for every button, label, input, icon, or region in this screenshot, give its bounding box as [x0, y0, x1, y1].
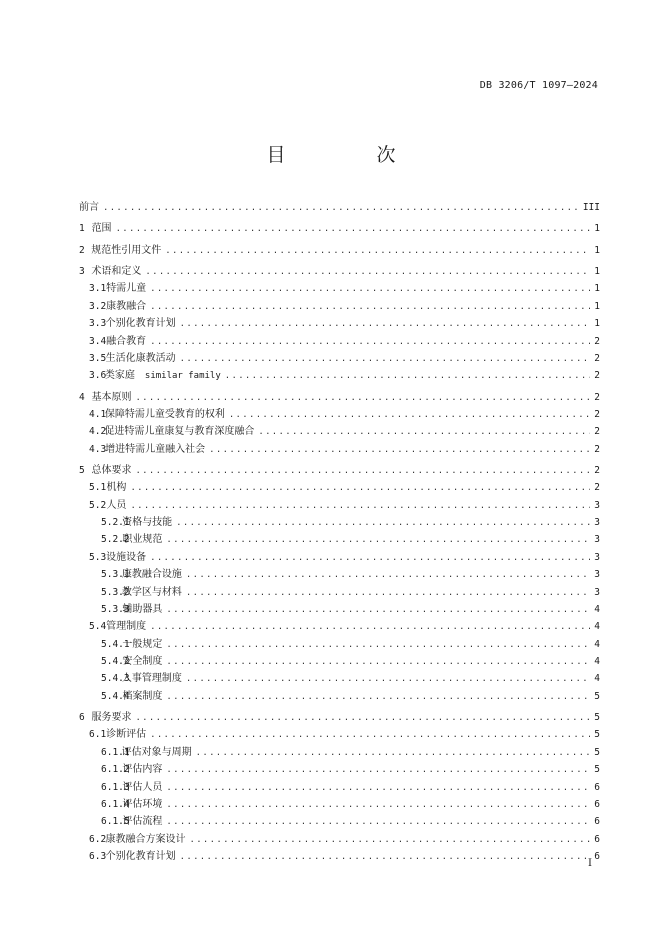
- dot-leader: [150, 727, 590, 743]
- toc-entry-number: 4.2: [89, 426, 107, 438]
- toc-entry[interactable]: [79, 263, 600, 280]
- toc-entry-number: 3.1: [89, 283, 107, 295]
- toc-entry-title: 个别化教育计划: [105, 318, 176, 330]
- dot-leader: [166, 689, 590, 705]
- toc-entry-title: 安全制度: [122, 655, 163, 667]
- toc-entry-title: 康教融合: [106, 300, 147, 312]
- toc-entry-number: 5.2.1: [101, 517, 130, 529]
- dot-leader: [166, 637, 590, 653]
- dot-leader: [166, 762, 590, 778]
- toc-entry-title: 范围: [91, 223, 112, 235]
- dot-leader: [135, 463, 590, 479]
- toc-entry[interactable]: [79, 298, 600, 315]
- toc-entry-page: 4: [594, 655, 600, 667]
- toc-entry[interactable]: [79, 601, 600, 618]
- toc-entry[interactable]: [79, 389, 600, 406]
- toc-entry-page: 5: [594, 729, 600, 741]
- toc-entry[interactable]: [79, 761, 600, 778]
- toc-entry-number: 6.2: [89, 833, 107, 845]
- dot-leader: [186, 567, 590, 583]
- dot-leader: [165, 243, 590, 259]
- toc-title: 目 次: [266, 144, 432, 166]
- toc-entry-number: 5.3.3: [101, 603, 130, 615]
- toc-entry-page: 4: [594, 673, 600, 685]
- toc-entry[interactable]: [79, 199, 600, 216]
- toc-entry-page: 6: [594, 850, 600, 862]
- dot-leader: [225, 368, 591, 384]
- dot-leader: [135, 710, 590, 726]
- toc-entry[interactable]: [79, 618, 600, 635]
- toc-entry-title: 档案制度: [122, 690, 163, 702]
- dot-leader: [196, 745, 591, 761]
- toc-entry-page: 1: [594, 283, 600, 295]
- toc-entry[interactable]: [79, 831, 600, 848]
- toc-entry-page: 1: [594, 266, 600, 278]
- toc-entry-title: 生活化康教活动: [105, 352, 176, 364]
- toc-entry-number: 6.1.5: [101, 816, 130, 828]
- toc-entry-title: 评估流程: [122, 816, 163, 828]
- toc-entry[interactable]: [79, 497, 600, 514]
- toc-entry-title: 设施设备: [106, 551, 147, 563]
- toc-entry-number: 6.1.4: [101, 798, 130, 810]
- toc-entry-page: 6: [594, 833, 600, 845]
- toc-entry-number: 3.4: [89, 335, 107, 347]
- toc-entry[interactable]: [79, 280, 600, 297]
- dot-leader: [150, 299, 590, 315]
- dot-leader: [180, 849, 591, 865]
- toc-entry-page: 2: [594, 391, 600, 403]
- toc-entry-page: III: [582, 202, 600, 213]
- toc-entry-number: 6.1.2: [101, 764, 130, 776]
- toc-entry-title: 术语和定义: [91, 266, 142, 278]
- table-of-contents: [79, 199, 600, 865]
- toc-entry-number: 5.4.2: [101, 655, 130, 667]
- toc-entry-page: 3: [594, 569, 600, 581]
- toc-entry[interactable]: [79, 350, 600, 367]
- toc-entry-number: 6.1.1: [101, 746, 130, 758]
- toc-entry[interactable]: [79, 315, 600, 332]
- toc-entry-page: 5: [594, 764, 600, 776]
- toc-entry[interactable]: [79, 479, 600, 496]
- toc-entry-number: 5.3: [89, 551, 107, 563]
- dot-leader: [258, 424, 590, 440]
- toc-entry-number: 5.1: [89, 482, 107, 494]
- toc-entry-number: 5.2.2: [101, 534, 130, 546]
- toc-entry-title: 评估人员: [122, 781, 163, 793]
- dot-leader: [116, 221, 591, 237]
- toc-entry[interactable]: [79, 848, 600, 865]
- dot-leader: [135, 390, 590, 406]
- toc-entry[interactable]: [79, 584, 600, 601]
- toc-entry-page: 1: [594, 223, 600, 235]
- toc-entry-page: 4: [594, 621, 600, 633]
- toc-entry-title: 人员: [106, 499, 127, 511]
- toc-entry-number: 3.2: [89, 300, 107, 312]
- toc-entry-title: 职业规范: [122, 534, 163, 546]
- toc-entry[interactable]: [79, 423, 600, 440]
- toc-entry-number: 3: [79, 266, 85, 278]
- toc-entry[interactable]: [79, 726, 600, 743]
- toc-entry-page: 5: [594, 712, 600, 724]
- toc-entry-number: 6.3: [89, 850, 107, 862]
- toc-entry-number: 5.3.2: [101, 586, 130, 598]
- toc-entry-page: 2: [594, 408, 600, 420]
- toc-entry[interactable]: [79, 779, 600, 796]
- toc-entry[interactable]: [79, 796, 600, 813]
- dot-leader: [186, 585, 590, 601]
- toc-entry-title: 教学区与材料: [121, 586, 182, 598]
- toc-entry-title: 增进特需儿童融入社会: [105, 443, 206, 455]
- dot-leader: [150, 619, 590, 635]
- dot-leader: [130, 498, 590, 514]
- toc-entry-number: 5.4.4: [101, 690, 130, 702]
- toc-entry[interactable]: [79, 653, 600, 670]
- dot-leader: [176, 515, 590, 531]
- toc-entry-page: 2: [594, 370, 600, 382]
- toc-entry-title: 促进特需儿童康复与教育深度融合: [104, 426, 255, 438]
- toc-entry[interactable]: [79, 441, 600, 458]
- toc-entry-number: 2: [79, 244, 85, 256]
- toc-entry-title: 评估内容: [122, 764, 163, 776]
- toc-entry[interactable]: [79, 242, 600, 259]
- toc-entry-page: 4: [594, 638, 600, 650]
- toc-entry-title: 机构: [106, 482, 127, 494]
- toc-entry[interactable]: [79, 670, 600, 687]
- toc-entry-page: 1: [594, 318, 600, 330]
- dot-leader: [180, 351, 591, 367]
- dot-leader: [166, 780, 590, 796]
- toc-entry-number: 1: [79, 223, 85, 235]
- dot-leader: [103, 200, 579, 216]
- toc-entry-title: 融合教育: [106, 335, 147, 347]
- toc-entry[interactable]: [79, 744, 600, 761]
- dot-leader: [166, 532, 590, 548]
- dot-leader: [229, 407, 590, 423]
- toc-entry[interactable]: [79, 636, 600, 653]
- toc-entry-title: 规范性引用文件: [91, 244, 162, 256]
- toc-entry-title: 一般规定: [122, 638, 163, 650]
- toc-entry-page: 2: [594, 443, 600, 455]
- toc-entry[interactable]: [79, 566, 600, 583]
- toc-entry-number: 3.3: [89, 318, 107, 330]
- dot-leader: [145, 264, 590, 280]
- toc-entry-page: 3: [594, 586, 600, 598]
- toc-entry[interactable]: [79, 549, 600, 566]
- document-id: DB 3206/T 1097—2024: [479, 80, 598, 91]
- toc-entry-page: 2: [594, 426, 600, 438]
- dot-leader: [150, 550, 590, 566]
- dot-leader: [166, 654, 590, 670]
- dot-leader: [150, 334, 590, 350]
- toc-entry-title: 保障特需儿童受教育的权利: [104, 408, 225, 420]
- toc-entry-number: 4.1: [89, 408, 107, 420]
- toc-entry-number: 6.1.3: [101, 781, 130, 793]
- toc-entry-title: 基本原则: [91, 391, 132, 403]
- toc-entry-title: 类家庭: [104, 370, 135, 382]
- toc-entry[interactable]: [79, 462, 600, 479]
- toc-entry-number: 3.5: [89, 352, 107, 364]
- toc-entry-page: 6: [594, 781, 600, 793]
- dot-leader: [150, 281, 590, 297]
- dot-leader: [166, 814, 590, 830]
- toc-entry-page: 2: [594, 352, 600, 364]
- toc-entry[interactable]: [79, 813, 600, 830]
- toc-entry-title: 总体要求: [91, 465, 132, 477]
- toc-entry-title: 评估对象与周期: [121, 746, 192, 758]
- dot-leader: [209, 442, 590, 458]
- toc-entry-number: 6.1: [89, 729, 107, 741]
- toc-entry-number: 5.2: [89, 499, 107, 511]
- toc-entry-page: 6: [594, 798, 600, 810]
- toc-entry-page: 5: [594, 690, 600, 702]
- page-number: I: [588, 858, 592, 869]
- toc-entry-title: 康教融合设施: [121, 569, 182, 581]
- toc-entry-number: 5: [79, 465, 85, 477]
- toc-entry-title: 康教融合方案设计: [105, 833, 186, 845]
- toc-entry[interactable]: [79, 220, 600, 237]
- toc-entry[interactable]: [79, 333, 600, 350]
- toc-entry-title: 人事管理制度: [121, 673, 182, 685]
- toc-entry-number: 5.4.3: [101, 673, 130, 685]
- toc-entry-title: 前言: [79, 202, 99, 213]
- toc-entry-page: 2: [594, 465, 600, 477]
- toc-entry-number: 4: [79, 391, 85, 403]
- toc-entry-page: 2: [594, 482, 600, 494]
- toc-entry-title: 服务要求: [91, 712, 132, 724]
- dot-leader: [189, 832, 590, 848]
- toc-entry[interactable]: [79, 514, 600, 531]
- toc-entry-english-term: similar family: [144, 371, 221, 382]
- toc-entry-page: 2: [594, 335, 600, 347]
- toc-entry-title: 诊断评估: [106, 729, 147, 741]
- toc-entry-page: 1: [594, 300, 600, 312]
- toc-entry[interactable]: [79, 709, 600, 726]
- dot-leader: [180, 316, 591, 332]
- toc-entry-page: 1: [594, 244, 600, 256]
- toc-entry-number: 4.3: [89, 443, 107, 455]
- dot-leader: [166, 602, 590, 618]
- toc-entry-number: 5.3.1: [101, 569, 130, 581]
- dot-leader: [166, 797, 590, 813]
- dot-leader: [130, 480, 590, 496]
- toc-entry[interactable]: [79, 688, 600, 705]
- toc-entry-title: 特需儿童: [106, 283, 147, 295]
- toc-entry-number: 3.6: [89, 370, 107, 382]
- toc-entry-number: 6: [79, 712, 85, 724]
- toc-entry-page: 4: [594, 603, 600, 615]
- toc-entry-number: 5.4: [89, 621, 107, 633]
- toc-entry[interactable]: [79, 367, 600, 384]
- toc-entry-page: 5: [594, 746, 600, 758]
- toc-entry-title: 管理制度: [106, 621, 147, 633]
- toc-entry-title: 辅助器具: [122, 603, 163, 615]
- toc-entry-page: 3: [594, 551, 600, 563]
- toc-entry-number: 5.4.1: [101, 638, 130, 650]
- toc-entry-title: 资格与技能: [122, 517, 173, 529]
- toc-entry[interactable]: [79, 531, 600, 548]
- toc-entry-page: 3: [594, 499, 600, 511]
- toc-entry-page: 3: [594, 517, 600, 529]
- toc-entry[interactable]: [79, 406, 600, 423]
- toc-entry-page: 3: [594, 534, 600, 546]
- toc-entry-page: 6: [594, 816, 600, 828]
- toc-entry-title: 评估环境: [122, 798, 163, 810]
- dot-leader: [186, 671, 590, 687]
- toc-entry-title: 个别化教育计划: [105, 850, 176, 862]
